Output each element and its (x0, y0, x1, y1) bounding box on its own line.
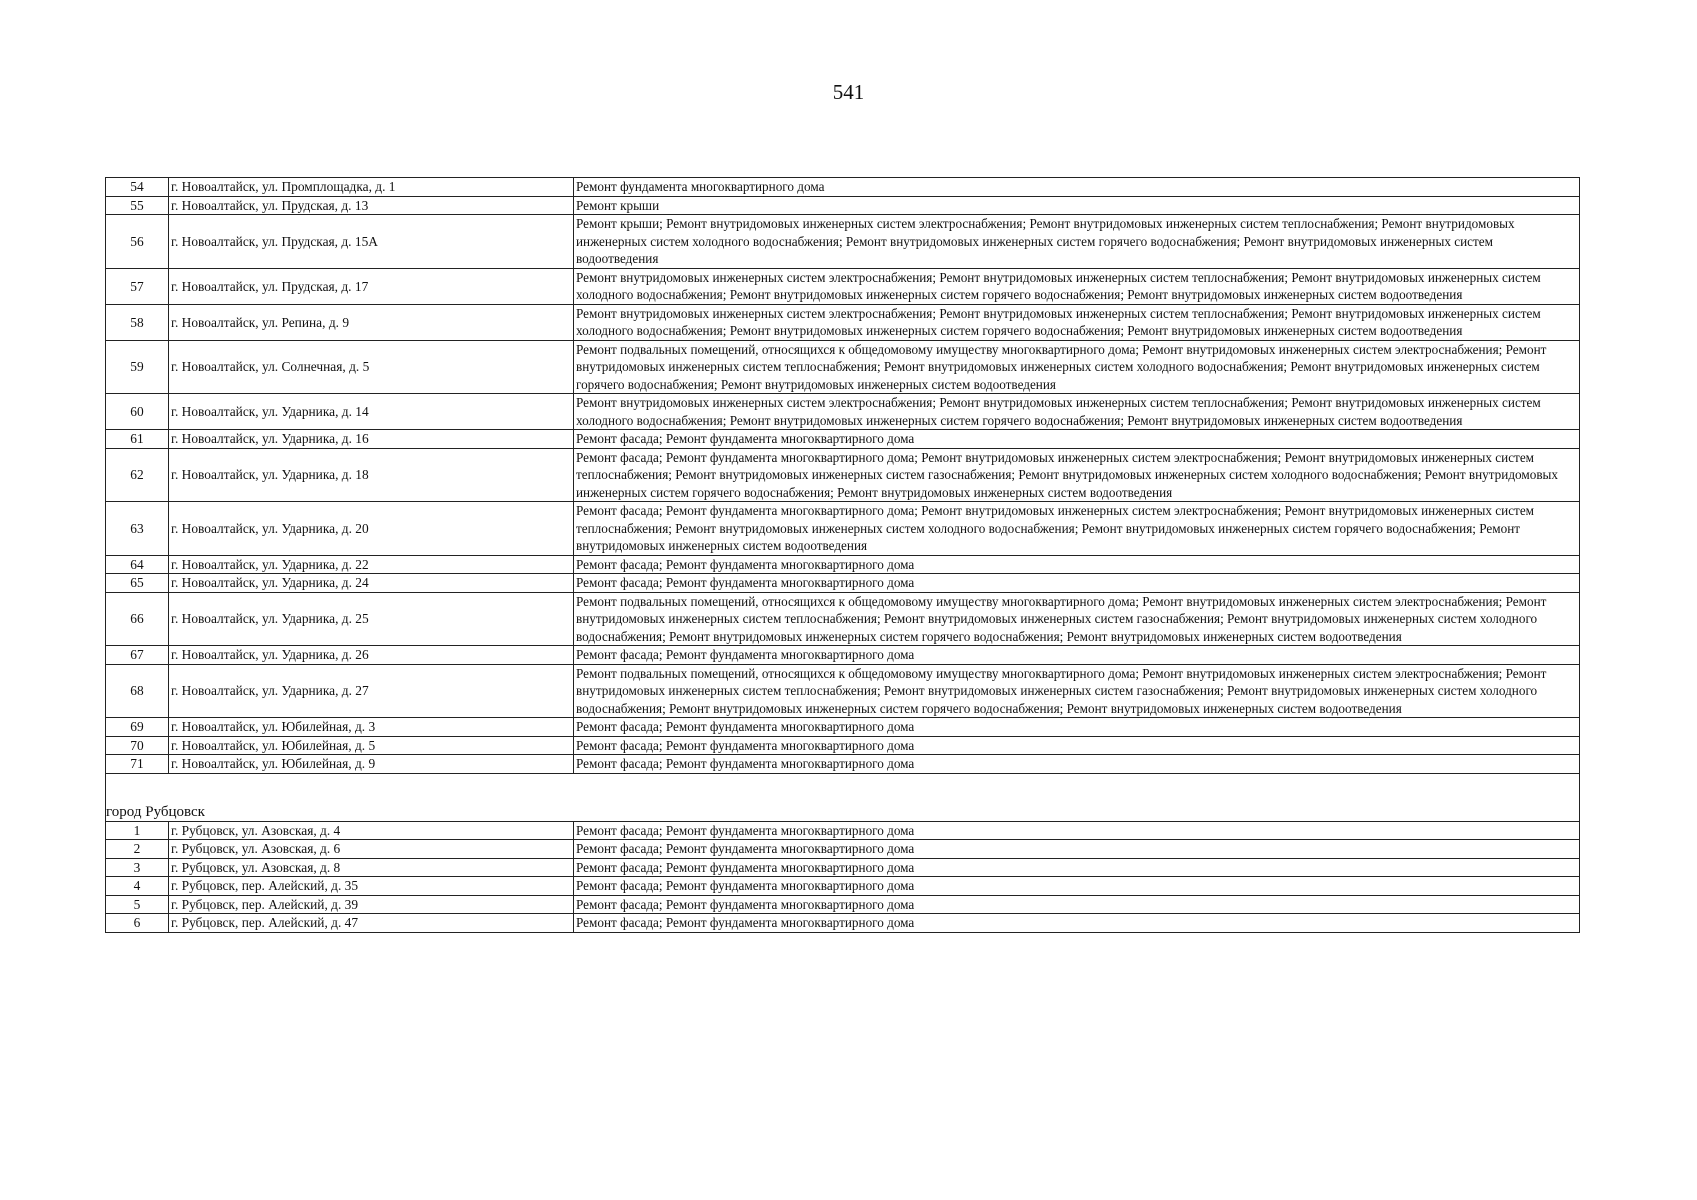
row-number: 6 (106, 914, 169, 933)
works-cell: Ремонт крыши (574, 196, 1580, 215)
works-cell: Ремонт фасада; Ремонт фундамента многоквартирного дома (574, 574, 1580, 593)
table-row (106, 858, 1580, 877)
address-cell: г. Рубцовск, пер. Алейский, д. 39 (169, 895, 574, 914)
address-cell: г. Новоалтайск, ул. Ударника, д. 18 (169, 448, 574, 502)
address-cell: г. Новоалтайск, ул. Ударника, д. 16 (169, 430, 574, 449)
row-number: 3 (106, 858, 169, 877)
address-cell: г. Рубцовск, ул. Азовская, д. 8 (169, 858, 574, 877)
table-row (106, 840, 1580, 859)
works-cell: Ремонт фундамента многоквартирного дома (574, 178, 1580, 197)
address-cell: г. Новоалтайск, ул. Ударника, д. 14 (169, 394, 574, 430)
table-row (106, 555, 1580, 574)
address-cell: г. Новоалтайск, ул. Солнечная, д. 5 (169, 340, 574, 394)
table-row (106, 914, 1580, 933)
works-cell: Ремонт внутридомовых инженерных систем электроснабжения; Ремонт внутридомовых инженерных систем теплоснабжения; Ремонт внутридомовых инженерных систем холодного водоснабжения; Ремонт внутридомовых инженерных систем горячего водоснабжения; Ремонт внутридомовых инженерных систем водоотведения (574, 304, 1580, 340)
row-number: 70 (106, 736, 169, 755)
table-row (106, 646, 1580, 665)
row-number: 56 (106, 215, 169, 269)
table-row (106, 178, 1580, 197)
table-row (106, 268, 1580, 304)
row-number: 57 (106, 268, 169, 304)
table-row (106, 304, 1580, 340)
address-cell: г. Новоалтайск, ул. Юбилейная, д. 3 (169, 718, 574, 737)
works-cell: Ремонт крыши; Ремонт внутридомовых инженерных систем электроснабжения; Ремонт внутридомовых инженерных систем теплоснабжения; Ремонт внутридомовых инженерных систем холодного водоснабжения; Ремонт внутридомовых инженерных систем горячего водоснабжения; Ремонт внутридомовых инженерных систем водоотведения (574, 215, 1580, 269)
rubtsovsk-rows (106, 821, 1580, 932)
address-cell: г. Новоалтайск, ул. Ударника, д. 25 (169, 592, 574, 646)
address-cell: г. Новоалтайск, ул. Прудская, д. 15А (169, 215, 574, 269)
address-cell: г. Новоалтайск, ул. Промплощадка, д. 1 (169, 178, 574, 197)
row-number: 5 (106, 895, 169, 914)
row-number: 58 (106, 304, 169, 340)
works-cell: Ремонт подвальных помещений, относящихся к общедомовому имуществу многоквартирного дома; Ремонт внутридомовых инженерных систем электроснабжения; Ремонт внутридомовых инженерных систем теплоснабжения; Ремонт внутридомовых инженерных систем газоснабжения; Ремонт внутридомовых инженерных систем холодного водоснабжения; Ремонт внутридомовых инженерных систем горячего водоснабжения; Ремонт внутридомовых инженерных систем водоотведения (574, 592, 1580, 646)
address-cell: г. Новоалтайск, ул. Ударника, д. 24 (169, 574, 574, 593)
table-row (106, 502, 1580, 556)
row-number: 59 (106, 340, 169, 394)
works-cell: Ремонт фасада; Ремонт фундамента многоквартирного дома (574, 821, 1580, 840)
row-number: 63 (106, 502, 169, 556)
works-cell: Ремонт фасада; Ремонт фундамента многоквартирного дома (574, 895, 1580, 914)
works-cell: Ремонт фасада; Ремонт фундамента многоквартирного дома (574, 555, 1580, 574)
row-number: 54 (106, 178, 169, 197)
table-row (106, 394, 1580, 430)
table-row (106, 592, 1580, 646)
works-cell: Ремонт фасада; Ремонт фундамента многоквартирного дома (574, 877, 1580, 896)
works-cell: Ремонт фасада; Ремонт фундамента многоквартирного дома; Ремонт внутридомовых инженерных систем электроснабжения; Ремонт внутридомовых инженерных систем теплоснабжения; Ремонт внутридомовых инженерных систем холодного водоснабжения; Ремонт внутридомовых инженерных систем горячего водоснабжения; Ремонт внутридомовых инженерных систем водоотведения (574, 502, 1580, 556)
address-cell: г. Рубцовск, пер. Алейский, д. 47 (169, 914, 574, 933)
works-cell: Ремонт фасада; Ремонт фундамента многоквартирного дома (574, 430, 1580, 449)
row-number: 71 (106, 755, 169, 774)
address-cell: г. Новоалтайск, ул. Ударника, д. 27 (169, 664, 574, 718)
table-row (106, 755, 1580, 774)
row-number: 4 (106, 877, 169, 896)
capital-repair-table (105, 177, 1580, 933)
row-number: 67 (106, 646, 169, 665)
works-cell: Ремонт фасада; Ремонт фундамента многоквартирного дома (574, 755, 1580, 774)
address-cell: г. Рубцовск, пер. Алейский, д. 35 (169, 877, 574, 896)
works-cell: Ремонт внутридомовых инженерных систем электроснабжения; Ремонт внутридомовых инженерных систем теплоснабжения; Ремонт внутридомовых инженерных систем холодного водоснабжения; Ремонт внутридомовых инженерных систем горячего водоснабжения; Ремонт внутридомовых инженерных систем водоотведения (574, 268, 1580, 304)
novoaltaysk-rows (106, 178, 1580, 774)
section-spacer (106, 773, 1580, 804)
table-row (106, 718, 1580, 737)
works-cell: Ремонт фасада; Ремонт фундамента многоквартирного дома; Ремонт внутридомовых инженерных систем электроснабжения; Ремонт внутридомовых инженерных систем теплоснабжения; Ремонт внутридомовых инженерных систем газоснабжения; Ремонт внутридомовых инженерных систем холодного водоснабжения; Ремонт внутридомовых инженерных систем горячего водоснабжения; Ремонт внутридомовых инженерных систем водоотведения (574, 448, 1580, 502)
row-number: 64 (106, 555, 169, 574)
address-cell: г. Новоалтайск, ул. Ударника, д. 22 (169, 555, 574, 574)
table-row (106, 574, 1580, 593)
section-break (106, 773, 1580, 821)
page-number: 541 (832, 80, 865, 104)
address-cell: г. Новоалтайск, ул. Юбилейная, д. 9 (169, 755, 574, 774)
table-row (106, 448, 1580, 502)
row-number: 65 (106, 574, 169, 593)
table-row (106, 877, 1580, 896)
table-row (106, 664, 1580, 718)
row-number: 66 (106, 592, 169, 646)
works-cell: Ремонт фасада; Ремонт фундамента многоквартирного дома (574, 736, 1580, 755)
table-row (106, 895, 1580, 914)
address-cell: г. Новоалтайск, ул. Репина, д. 9 (169, 304, 574, 340)
address-cell: г. Новоалтайск, ул. Прудская, д. 17 (169, 268, 574, 304)
row-number: 2 (106, 840, 169, 859)
section-title: город Рубцовск (106, 804, 1580, 822)
works-cell: Ремонт подвальных помещений, относящихся к общедомовому имуществу многоквартирного дома; Ремонт внутридомовых инженерных систем электроснабжения; Ремонт внутридомовых инженерных систем теплоснабжения; Ремонт внутридомовых инженерных систем холодного водоснабжения; Ремонт внутридомовых инженерных систем горячего водоснабжения; Ремонт внутридомовых инженерных систем водоотведения (574, 340, 1580, 394)
works-cell: Ремонт фасада; Ремонт фундамента многоквартирного дома (574, 914, 1580, 933)
address-cell: г. Новоалтайск, ул. Ударника, д. 20 (169, 502, 574, 556)
works-cell: Ремонт фасада; Ремонт фундамента многоквартирного дома (574, 646, 1580, 665)
works-cell: Ремонт внутридомовых инженерных систем электроснабжения; Ремонт внутридомовых инженерных систем теплоснабжения; Ремонт внутридомовых инженерных систем холодного водоснабжения; Ремонт внутридомовых инженерных систем горячего водоснабжения; Ремонт внутридомовых инженерных систем водоотведения (574, 394, 1580, 430)
table-row (106, 430, 1580, 449)
section-header-row (106, 804, 1580, 822)
table-row (106, 821, 1580, 840)
works-cell: Ремонт подвальных помещений, относящихся к общедомовому имуществу многоквартирного дома; Ремонт внутридомовых инженерных систем электроснабжения; Ремонт внутридомовых инженерных систем теплоснабжения; Ремонт внутридомовых инженерных систем газоснабжения; Ремонт внутридомовых инженерных систем холодного водоснабжения; Ремонт внутридомовых инженерных систем горячего водоснабжения; Ремонт внутридомовых инженерных систем водоотведения (574, 664, 1580, 718)
address-cell: г. Новоалтайск, ул. Ударника, д. 26 (169, 646, 574, 665)
table-row (106, 340, 1580, 394)
address-cell: г. Новоалтайск, ул. Прудская, д. 13 (169, 196, 574, 215)
row-number: 69 (106, 718, 169, 737)
row-number: 55 (106, 196, 169, 215)
row-number: 62 (106, 448, 169, 502)
row-number: 61 (106, 430, 169, 449)
works-cell: Ремонт фасада; Ремонт фундамента многоквартирного дома (574, 718, 1580, 737)
works-cell: Ремонт фасада; Ремонт фундамента многоквартирного дома (574, 858, 1580, 877)
table-row (106, 196, 1580, 215)
row-number: 60 (106, 394, 169, 430)
address-cell: г. Новоалтайск, ул. Юбилейная, д. 5 (169, 736, 574, 755)
row-number: 1 (106, 821, 169, 840)
works-cell: Ремонт фасада; Ремонт фундамента многоквартирного дома (574, 840, 1580, 859)
row-number: 68 (106, 664, 169, 718)
address-cell: г. Рубцовск, ул. Азовская, д. 4 (169, 821, 574, 840)
table-row (106, 215, 1580, 269)
address-cell: г. Рубцовск, ул. Азовская, д. 6 (169, 840, 574, 859)
table-row (106, 736, 1580, 755)
